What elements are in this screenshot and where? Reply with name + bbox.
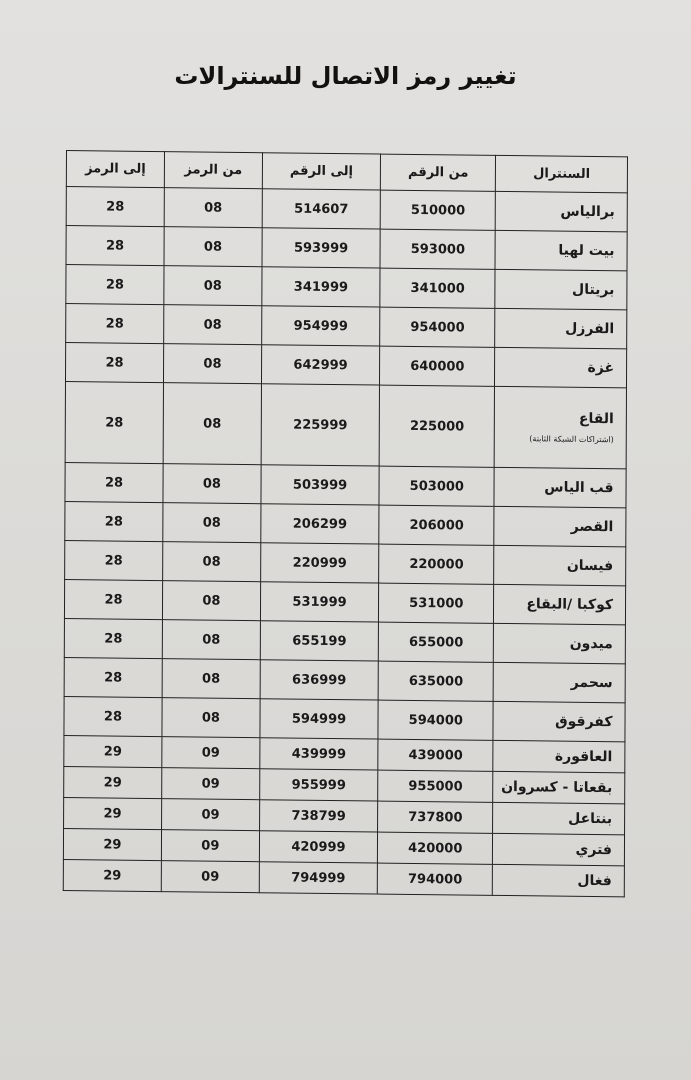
- cell-exchange: [495, 386, 627, 468]
- cell-from-code: 08: [163, 464, 261, 504]
- cell-from-number: 593000: [380, 229, 495, 269]
- cell-to-code: 28: [66, 303, 164, 343]
- table-row: [66, 226, 627, 271]
- cell-to-number: 593999: [262, 228, 380, 268]
- cell-from-number: 341000: [380, 268, 495, 308]
- cell-from-code: 09: [161, 861, 259, 893]
- cell-from-number: 635000: [378, 661, 493, 701]
- cell-from-code: 08: [164, 266, 262, 306]
- cell-to-number: 225999: [261, 384, 380, 466]
- cell-from-number: 510000: [380, 190, 495, 230]
- exchange-name: فغال: [577, 872, 612, 890]
- cell-from-code: 09: [161, 799, 259, 831]
- exchange-name: العاقورة: [554, 748, 613, 766]
- cell-from-code: 09: [162, 768, 260, 800]
- cell-from-code: 08: [162, 620, 260, 660]
- exchange-name: ميدون: [569, 635, 613, 653]
- table-row: [65, 342, 626, 387]
- exchanges-table: [63, 150, 628, 897]
- cell-to-code: 28: [66, 226, 164, 266]
- cell-from-number: 594000: [378, 700, 493, 740]
- cell-from-code: 09: [162, 737, 260, 769]
- cell-exchange: [493, 771, 625, 803]
- cell-to-number: 594999: [260, 699, 378, 739]
- cell-exchange: [493, 833, 625, 865]
- exchange-name: غزة: [587, 359, 615, 377]
- cell-to-number: 341999: [262, 267, 380, 307]
- cell-to-number: 514607: [262, 189, 380, 229]
- cell-to-number: 439999: [260, 738, 378, 770]
- header-exchange: السنترال: [496, 155, 628, 192]
- cell-from-code: 08: [164, 188, 262, 228]
- exchange-name: فتري: [575, 841, 613, 859]
- cell-to-code: 29: [63, 828, 161, 860]
- cell-exchange: [494, 545, 626, 585]
- cell-from-code: 08: [164, 227, 262, 267]
- cell-from-code: 08: [163, 344, 261, 384]
- table-row: [64, 657, 625, 702]
- cell-exchange: [496, 191, 628, 231]
- cell-exchange: [494, 662, 626, 702]
- cell-from-code: 08: [163, 503, 261, 543]
- cell-from-code: 08: [162, 581, 260, 621]
- cell-to-number: 420999: [259, 831, 377, 863]
- cell-to-code: 29: [64, 797, 162, 829]
- cell-from-code: 08: [163, 542, 261, 582]
- cell-to-code: 28: [64, 618, 162, 658]
- cell-to-code: 28: [65, 462, 163, 502]
- page-title: تغيير رمز الاتصال للسنترالات: [174, 62, 517, 90]
- header-from-code: من الرمز: [164, 152, 262, 189]
- cell-exchange: [495, 347, 627, 387]
- cell-to-code: 28: [65, 501, 163, 541]
- cell-from-number: 954000: [380, 307, 495, 347]
- exchange-name: كفرقوق: [555, 713, 613, 731]
- cell-to-code: 29: [63, 859, 161, 891]
- cell-from-code: 09: [161, 830, 259, 862]
- cell-to-number: 738799: [259, 800, 377, 832]
- cell-from-number: 503000: [379, 466, 494, 506]
- table-body: [63, 187, 627, 897]
- cell-exchange: [494, 506, 626, 546]
- exchange-name: القصر: [570, 518, 614, 536]
- cell-exchange: [495, 230, 627, 270]
- cell-exchange: [494, 467, 626, 507]
- cell-from-code: 08: [164, 305, 262, 345]
- header-to-number: إلى الرقم: [262, 153, 380, 190]
- cell-from-number: 794000: [377, 863, 492, 895]
- table-row: [64, 696, 625, 741]
- cell-from-code: 08: [162, 698, 260, 738]
- cell-from-number: 531000: [379, 583, 494, 623]
- cell-from-number: 640000: [380, 346, 495, 386]
- cell-to-code: 29: [64, 766, 162, 798]
- table-row: [65, 381, 626, 468]
- cell-to-number: 954999: [262, 306, 380, 346]
- cell-to-code: 28: [64, 696, 162, 736]
- table-row: [63, 859, 624, 896]
- cell-from-number: 220000: [379, 544, 494, 584]
- cell-from-number: 737800: [378, 801, 493, 833]
- table-row: [65, 540, 626, 585]
- cell-to-number: 531999: [260, 582, 378, 622]
- cell-exchange: [493, 864, 625, 896]
- exchange-name: فيسان: [566, 557, 614, 575]
- cell-from-number: 955000: [378, 770, 493, 802]
- exchange-name: القاع: [578, 410, 614, 427]
- header-from-number: من الرقم: [381, 154, 496, 191]
- cell-to-number: 206299: [261, 504, 379, 544]
- table-row: [66, 303, 627, 348]
- cell-to-number: 503999: [261, 465, 379, 505]
- exchange-name: بقعاتا - كسروان: [501, 778, 613, 797]
- table-row: [64, 618, 625, 663]
- cell-exchange: [495, 308, 627, 348]
- cell-to-number: 220999: [260, 543, 378, 583]
- cell-to-code: 28: [66, 187, 164, 227]
- table-row: [66, 187, 627, 232]
- cell-to-number: 655199: [260, 621, 378, 661]
- exchange-note: (اشتراكات الشبكة الثابتة): [529, 433, 614, 444]
- exchange-name: برالياس: [560, 203, 615, 221]
- cell-exchange: [493, 740, 625, 772]
- table-row: [65, 462, 626, 507]
- cell-to-number: 636999: [260, 660, 378, 700]
- header-to-code: إلى الرمز: [66, 151, 164, 188]
- cell-from-number: 206000: [379, 505, 494, 545]
- exchange-name: بيت لهيا: [558, 242, 615, 260]
- table-row: [64, 579, 625, 624]
- exchange-name: الفرزل: [565, 320, 615, 338]
- cell-from-number: 439000: [378, 739, 493, 771]
- cell-from-number: 420000: [378, 832, 493, 864]
- cell-exchange: [495, 269, 627, 309]
- cell-from-code: 08: [162, 659, 260, 699]
- cell-from-code: 08: [163, 383, 261, 465]
- cell-to-code: 28: [65, 342, 163, 382]
- cell-exchange: [493, 802, 625, 834]
- cell-exchange: [494, 623, 626, 663]
- exchange-name: بريتال: [572, 281, 615, 299]
- cell-to-code: 29: [64, 735, 162, 767]
- cell-exchange: [494, 584, 626, 624]
- cell-to-number: 794999: [259, 862, 377, 894]
- cell-to-code: 28: [64, 579, 162, 619]
- table-row: [65, 501, 626, 546]
- cell-to-code: 28: [65, 381, 163, 463]
- exchange-name: بنتاعل: [568, 810, 613, 828]
- exchange-name: قب الياس: [544, 479, 614, 497]
- cell-exchange: [493, 701, 625, 741]
- cell-to-code: 28: [66, 265, 164, 305]
- cell-to-number: 642999: [261, 345, 379, 385]
- exchange-name: سحمر: [570, 674, 613, 692]
- cell-to-code: 28: [64, 657, 162, 697]
- cell-to-code: 28: [65, 540, 163, 580]
- cell-to-number: 955999: [260, 769, 378, 801]
- table-row: [66, 265, 627, 310]
- cell-from-number: 225000: [379, 385, 495, 467]
- cell-from-number: 655000: [378, 622, 493, 662]
- exchange-name: كوكبا /البقاع: [526, 596, 614, 614]
